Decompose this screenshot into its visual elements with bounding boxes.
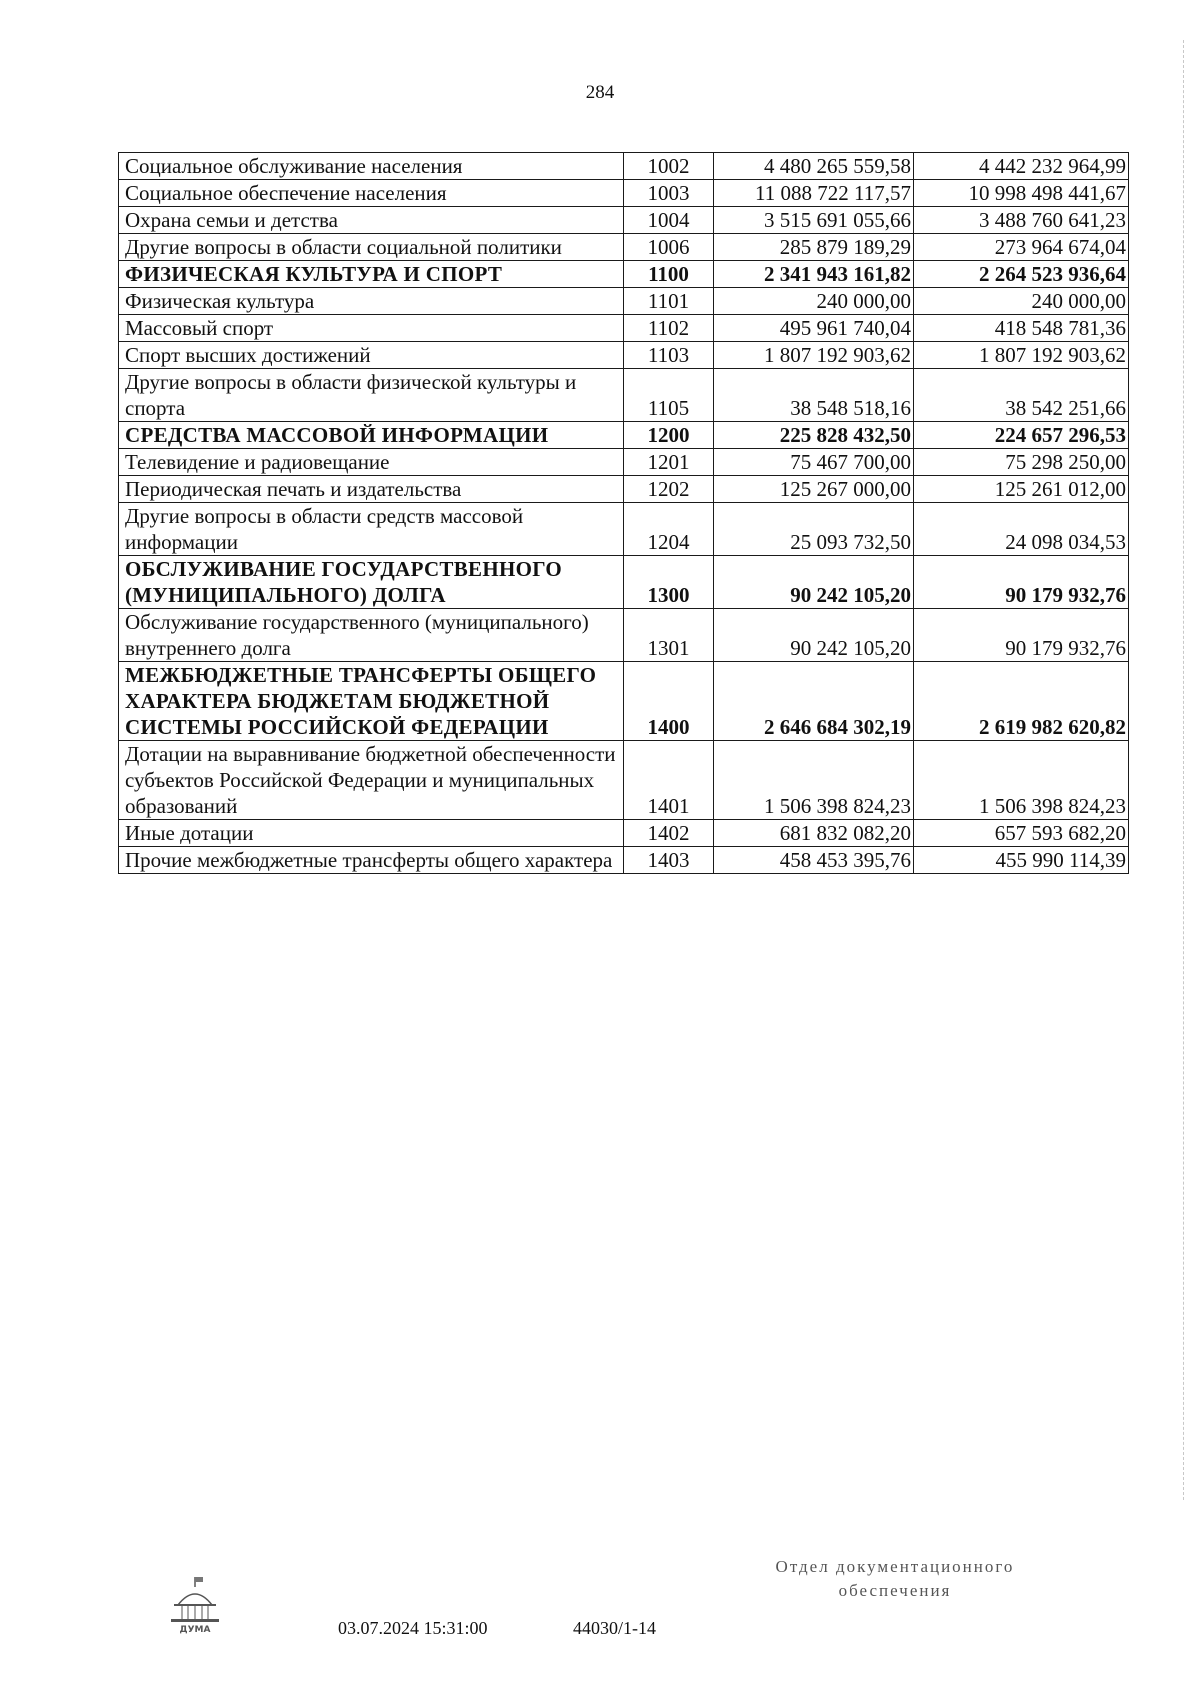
row-value-1-cell: 1 506 398 824,23: [714, 741, 914, 820]
row-code-cell: 1003: [624, 180, 714, 207]
row-code-cell: 1200: [624, 422, 714, 449]
row-value-2-cell: 75 298 250,00: [914, 449, 1129, 476]
row-value-1-cell: 2 341 943 161,82: [714, 261, 914, 288]
row-name-cell: МЕЖБЮДЖЕТНЫЕ ТРАНСФЕРТЫ ОБЩЕГО ХАРАКТЕРА БЮДЖЕТАМ БЮДЖЕТНОЙ СИСТЕМЫ РОССИЙСКОЙ ФЕДЕРАЦИИ: [119, 662, 624, 741]
row-value-2-cell: 1 506 398 824,23: [914, 741, 1129, 820]
stamp-line-1: Отдел документационного: [775, 1557, 1015, 1576]
row-value-2-cell: 240 000,00: [914, 288, 1129, 315]
row-code-cell: 1401: [624, 741, 714, 820]
department-stamp: [745, 1555, 1045, 1603]
row-value-1-cell: 90 242 105,20: [714, 556, 914, 609]
row-value-2-cell: 224 657 296,53: [914, 422, 1129, 449]
table-row: [119, 741, 1129, 820]
row-value-2-cell: 2 264 523 936,64: [914, 261, 1129, 288]
row-value-1-cell: 240 000,00: [714, 288, 914, 315]
table-row: [119, 180, 1129, 207]
row-value-2-cell: 2 619 982 620,82: [914, 662, 1129, 741]
row-name-cell: Охрана семьи и детства: [119, 207, 624, 234]
row-name-cell: Социальное обеспечение населения: [119, 180, 624, 207]
row-code-cell: 1100: [624, 261, 714, 288]
table-row: [119, 556, 1129, 609]
table-row: [119, 503, 1129, 556]
row-name-cell: Телевидение и радиовещание: [119, 449, 624, 476]
footer-doc-number: 44030/1-14: [573, 1618, 656, 1638]
row-code-cell: 1403: [624, 847, 714, 874]
row-value-1-cell: 25 093 732,50: [714, 503, 914, 556]
row-value-2-cell: 4 442 232 964,99: [914, 153, 1129, 180]
row-name-cell: Другие вопросы в области социальной политики: [119, 234, 624, 261]
budget-table-body: [119, 153, 1129, 874]
row-name-cell: Дотации на выравнивание бюджетной обеспеченности субъектов Российской Федерации и муниципальных образований: [119, 741, 624, 820]
row-code-cell: 1105: [624, 369, 714, 422]
row-name-cell: Физическая культура: [119, 288, 624, 315]
row-name-cell: Обслуживание государственного (муниципального) внутреннего долга: [119, 609, 624, 662]
table-row: [119, 234, 1129, 261]
row-value-1-cell: 1 807 192 903,62: [714, 342, 914, 369]
table-row: [119, 342, 1129, 369]
row-code-cell: 1002: [624, 153, 714, 180]
row-name-cell: ФИЗИЧЕСКАЯ КУЛЬТУРА И СПОРТ: [119, 261, 624, 288]
row-value-2-cell: 125 261 012,00: [914, 476, 1129, 503]
row-code-cell: 1301: [624, 609, 714, 662]
row-value-1-cell: 458 453 395,76: [714, 847, 914, 874]
table-row: [119, 153, 1129, 180]
row-value-1-cell: 2 646 684 302,19: [714, 662, 914, 741]
row-name-cell: Прочие межбюджетные трансферты общего характера: [119, 847, 624, 874]
table-row: [119, 288, 1129, 315]
table-row: [119, 449, 1129, 476]
row-name-cell: Социальное обслуживание населения: [119, 153, 624, 180]
row-code-cell: 1103: [624, 342, 714, 369]
table-row: [119, 847, 1129, 874]
row-value-1-cell: 90 242 105,20: [714, 609, 914, 662]
row-code-cell: 1400: [624, 662, 714, 741]
row-value-1-cell: 75 467 700,00: [714, 449, 914, 476]
row-name-cell: СРЕДСТВА МАССОВОЙ ИНФОРМАЦИИ: [119, 422, 624, 449]
table-row: [119, 820, 1129, 847]
row-name-cell: Периодическая печать и издательства: [119, 476, 624, 503]
row-value-2-cell: 273 964 674,04: [914, 234, 1129, 261]
row-code-cell: 1004: [624, 207, 714, 234]
table-row: [119, 422, 1129, 449]
row-code-cell: 1204: [624, 503, 714, 556]
row-name-cell: Другие вопросы в области средств массовой информации: [119, 503, 624, 556]
row-code-cell: 1202: [624, 476, 714, 503]
row-value-1-cell: 285 879 189,29: [714, 234, 914, 261]
row-value-2-cell: 38 542 251,66: [914, 369, 1129, 422]
row-value-2-cell: 90 179 932,76: [914, 609, 1129, 662]
row-value-2-cell: 90 179 932,76: [914, 556, 1129, 609]
row-code-cell: 1102: [624, 315, 714, 342]
table-row: [119, 315, 1129, 342]
row-value-2-cell: 10 998 498 441,67: [914, 180, 1129, 207]
page-number: 284: [585, 82, 615, 103]
row-value-1-cell: 4 480 265 559,58: [714, 153, 914, 180]
row-code-cell: 1006: [624, 234, 714, 261]
row-code-cell: 1300: [624, 556, 714, 609]
row-value-2-cell: 455 990 114,39: [914, 847, 1129, 874]
row-value-1-cell: 681 832 082,20: [714, 820, 914, 847]
row-name-cell: Массовый спорт: [119, 315, 624, 342]
table-row: [119, 476, 1129, 503]
footer-date: 03.07.2024 15:31:00: [338, 1618, 488, 1638]
table-row: [119, 662, 1129, 741]
row-name-cell: Иные дотации: [119, 820, 624, 847]
row-value-2-cell: 3 488 760 641,23: [914, 207, 1129, 234]
budget-table: [118, 152, 1129, 874]
table-row: [119, 261, 1129, 288]
row-value-1-cell: 11 088 722 117,57: [714, 180, 914, 207]
row-value-2-cell: 24 098 034,53: [914, 503, 1129, 556]
row-code-cell: 1201: [624, 449, 714, 476]
row-value-2-cell: 1 807 192 903,62: [914, 342, 1129, 369]
row-name-cell: Спорт высших достижений: [119, 342, 624, 369]
row-name-cell: ОБСЛУЖИВАНИЕ ГОСУДАРСТВЕННОГО (МУНИЦИПАЛЬНОГО) ДОЛГА: [119, 556, 624, 609]
row-value-1-cell: 495 961 740,04: [714, 315, 914, 342]
row-value-1-cell: 225 828 432,50: [714, 422, 914, 449]
row-value-1-cell: 3 515 691 055,66: [714, 207, 914, 234]
stamp-line-2: обеспечения: [838, 1581, 952, 1600]
row-value-1-cell: 125 267 000,00: [714, 476, 914, 503]
duma-logo-icon: [166, 1575, 224, 1642]
table-row: [119, 207, 1129, 234]
row-value-2-cell: 657 593 682,20: [914, 820, 1129, 847]
row-value-1-cell: 38 548 518,16: [714, 369, 914, 422]
row-code-cell: 1402: [624, 820, 714, 847]
row-value-2-cell: 418 548 781,36: [914, 315, 1129, 342]
duma-logo-text: ДУМА: [179, 1625, 211, 1635]
row-name-cell: Другие вопросы в области физической культуры и спорта: [119, 369, 624, 422]
row-code-cell: 1101: [624, 288, 714, 315]
table-row: [119, 369, 1129, 422]
table-row: [119, 609, 1129, 662]
scan-edge-marks: [1183, 40, 1194, 1500]
